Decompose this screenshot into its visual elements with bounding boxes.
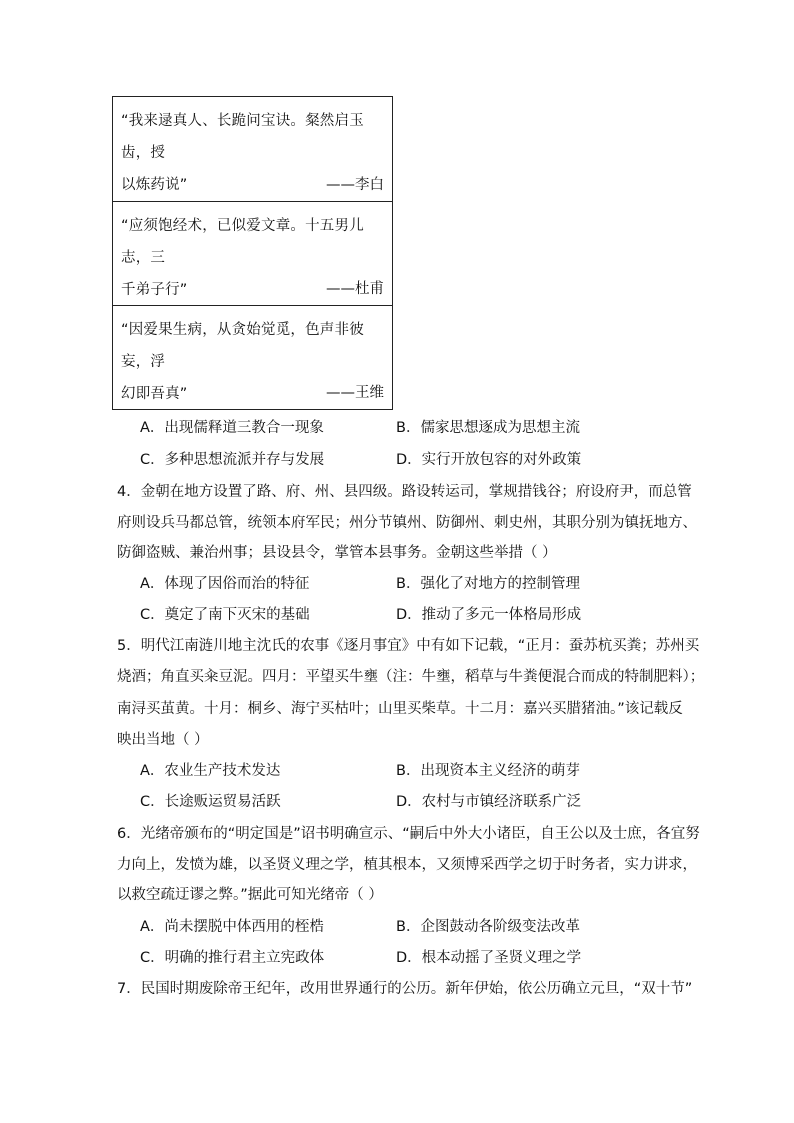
quote-line: 以炼药说” bbox=[121, 177, 188, 193]
q6-option-b[interactable]: B．企图鼓动各阶级变法改革 bbox=[396, 919, 580, 935]
q7-stem-line: 7．民国时期废除帝王纪年，改用世界通行的公历。新年伊始，依公历确立元旦，“双十节” bbox=[117, 981, 693, 997]
q4-option-b[interactable]: B．强化了对地方的控制管理 bbox=[396, 576, 580, 592]
q3-option-c[interactable]: C．多种思想流派并存与发展 bbox=[140, 452, 325, 468]
quote-line: 千弟子行” bbox=[121, 282, 188, 298]
quote-cell-wang-wei bbox=[113, 305, 392, 409]
q4-option-a[interactable]: A．体现了因俗而治的特征 bbox=[140, 576, 310, 592]
q6-option-a[interactable]: A．尚未摆脱中体西用的桎梏 bbox=[140, 919, 324, 935]
quote-table bbox=[112, 96, 393, 410]
q5-option-b[interactable]: B．出现资本主义经济的萌芽 bbox=[396, 763, 580, 779]
quote-line: “应须饱经术，已似爱文章。十五男儿志，三 bbox=[121, 218, 364, 266]
q6-stem-line: 6．光绪帝颁布的“明定国是”诏书明确宣示、“嗣后中外大小诸臣，自王公以及士庶，各宜努 bbox=[117, 826, 700, 842]
quote-cell-li-bai bbox=[113, 97, 392, 201]
q4-option-c[interactable]: C．奠定了南下灭宋的基础 bbox=[140, 607, 310, 623]
q4-stem-line: 4．金朝在地方设置了路、府、州、县四级。路设转运司，掌规措钱谷；府设府尹，而总管 bbox=[117, 484, 692, 500]
q6-stem-line: 力向上，发愤为雄，以圣贤义理之学，植其根本，又须博采西学之切于时务者，实力讲求， bbox=[117, 857, 697, 873]
q4-stem-line: 防御盗贼、兼治州事；县设县令，掌管本县事务。金朝这些举措（ ） bbox=[117, 545, 557, 561]
quote-author: ——杜甫 bbox=[326, 281, 384, 297]
q5-option-d[interactable]: D．农村与市镇经济联系广泛 bbox=[396, 794, 582, 810]
q5-stem-line: 南浔买茧黄。十月：桐乡、海宁买枯叶；山里买柴草。十二月：嘉兴买腊猪油。”该记载反 bbox=[117, 701, 683, 717]
q5-stem-line: 5．明代江南涟川地主沈氏的农事《逐月事宜》中有如下记载，“正月：蚕苏杭买粪；苏州买 bbox=[117, 638, 700, 654]
q5-stem-line: 映出当地（ ） bbox=[117, 732, 209, 748]
q3-option-d[interactable]: D．实行开放包容的对外政策 bbox=[396, 452, 582, 468]
q4-stem-line: 府则设兵马都总管，统领本府军民；州分节镇州、防御州、刺史州，其职分别为镇抚地方、 bbox=[117, 515, 697, 531]
q4-option-d[interactable]: D．推动了多元一体格局形成 bbox=[396, 607, 582, 623]
quote-line: “因爱果生病，从贪始觉觅，色声非彼妄，浮 bbox=[121, 322, 364, 370]
quote-line: “我来逯真人、长跪问宝诀。粲然启玉齿，授 bbox=[121, 113, 364, 161]
q6-stem-line: 以救空疏迂谬之弊。”据此可知光绪帝（ ） bbox=[117, 887, 383, 903]
q5-option-c[interactable]: C．长途贩运贸易活跃 bbox=[140, 794, 281, 810]
q5-option-a[interactable]: A．农业生产技术发达 bbox=[140, 763, 281, 779]
quote-line: 幻即吾真” bbox=[121, 386, 188, 402]
q6-option-d[interactable]: D．根本动摇了圣贤义理之学 bbox=[396, 950, 582, 966]
q3-option-b[interactable]: B．儒家思想逐成为思想主流 bbox=[396, 420, 580, 436]
q3-option-a[interactable]: A．出现儒释道三教合一现象 bbox=[140, 420, 324, 436]
q6-option-c[interactable]: C．明确的推行君主立宪政体 bbox=[140, 950, 325, 966]
quote-author: ——王维 bbox=[326, 385, 384, 401]
quote-author: ——李白 bbox=[326, 177, 384, 193]
q5-stem-line: 烧酒；角直买籴豆泥。四月：平望买牛壅（注：牛壅，稻草与牛粪便混合而成的特制肥料）； bbox=[117, 669, 705, 685]
quote-cell-du-fu bbox=[113, 201, 392, 305]
